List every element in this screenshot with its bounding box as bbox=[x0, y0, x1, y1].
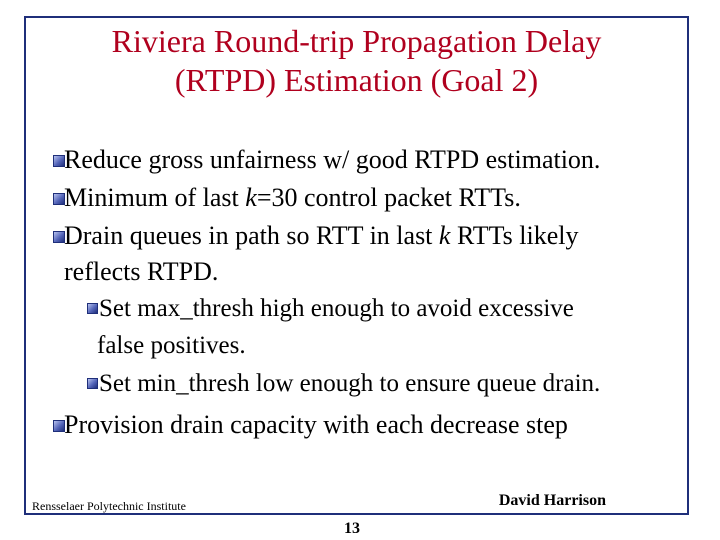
slide-title bbox=[24, 22, 689, 100]
sub-bullet-1-continuation: false positives. bbox=[97, 332, 246, 359]
title-line-1: Riviera Round-trip Propagation Delay bbox=[111, 23, 602, 59]
bullet-3-continuation: reflects RTPD. bbox=[64, 257, 219, 286]
sub-bullet-2-text: Set min_thresh low enough to ensure queue drain. bbox=[99, 370, 601, 397]
page-number: 13 bbox=[344, 520, 360, 537]
bullet-4-text: Provision drain capacity with each decrease step bbox=[64, 410, 568, 439]
bullet-2-text: Minimum of last k=30 control packet RTTs. bbox=[64, 183, 521, 212]
square-bullet-icon bbox=[87, 303, 98, 314]
sub-bullet-1-text: Set max_thresh high enough to avoid excessive bbox=[99, 295, 574, 322]
square-bullet-icon bbox=[87, 378, 98, 389]
footer-institution: Rensselaer Polytechnic Institute bbox=[32, 499, 186, 513]
footer-author: David Harrison bbox=[498, 492, 606, 509]
title-line-2: (RTPD) Estimation (Goal 2) bbox=[174, 62, 539, 98]
bullet-3-text: Drain queues in path so RTT in last k RTTs likely bbox=[64, 221, 579, 250]
bullet-1-text: Reduce gross unfairness w/ good RTPD estimation. bbox=[64, 145, 601, 174]
